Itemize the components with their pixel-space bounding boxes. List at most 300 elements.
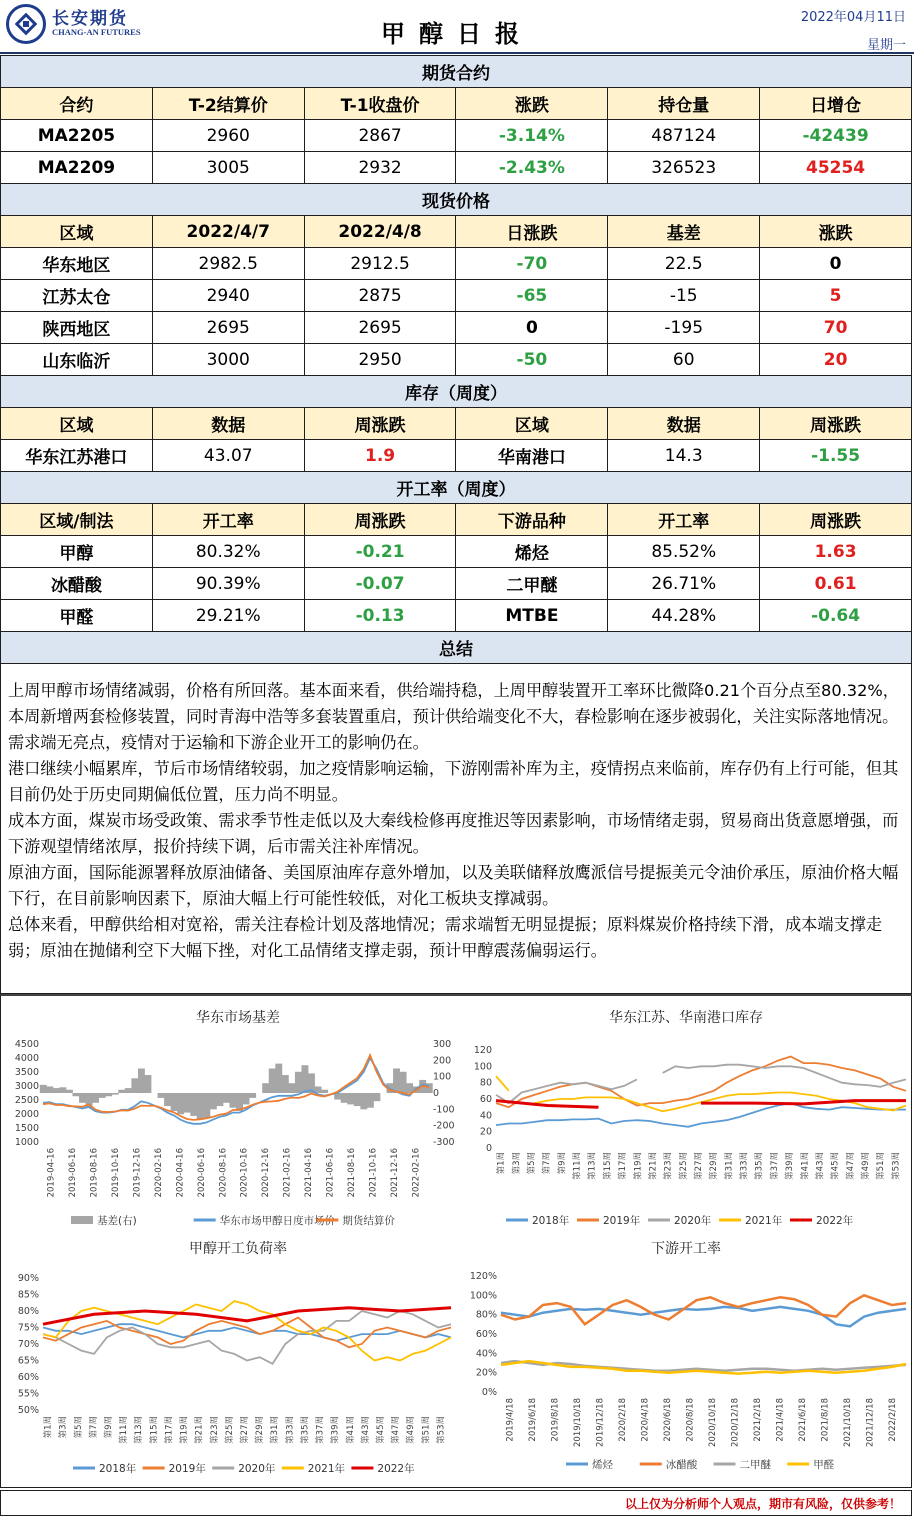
cell: 44.28% <box>608 600 760 632</box>
x-tick-label: 2020/4/18 <box>640 1398 651 1442</box>
y-right-tick-label: 0 <box>433 1088 440 1099</box>
legend-label: 基差(右) <box>97 1215 137 1227</box>
legend-label: 2020年 <box>674 1215 712 1227</box>
basis-bar <box>262 1083 269 1093</box>
col-header: 区域/制法 <box>1 504 153 536</box>
basis-bar <box>125 1088 132 1093</box>
cell: 2695 <box>304 312 456 344</box>
cell: 90.39% <box>152 568 304 600</box>
y-tick-label: 120 <box>473 1045 492 1056</box>
y-tick-label: 55% <box>17 1388 39 1400</box>
cell: 326523 <box>608 152 760 184</box>
basis-bar <box>249 1093 256 1098</box>
cell: 60 <box>608 344 760 376</box>
basis-bar <box>341 1093 348 1103</box>
x-tick-label: 第13周 <box>587 1152 598 1180</box>
basis-bar <box>373 1093 380 1101</box>
summary-paragraph: 总体来看，甲醇供给相对宽裕，需关注春检计划及落地情况；需求端暂无明显提振；原料煤炭价格持续下滑，成本端支撑走弱；原油在抛储利空下大幅下挫，对化工品情绪支撑走弱，预计甲醇震荡偏弱运行。 <box>8 915 883 960</box>
legend-label: 甲醛 <box>813 1459 835 1471</box>
y-right-tick-label: 300 <box>433 1039 452 1050</box>
x-tick-label: 第41周 <box>800 1152 811 1180</box>
x-tick-label: 第1周 <box>43 1416 54 1439</box>
basis-bar <box>92 1093 99 1103</box>
inventory-table <box>0 375 912 472</box>
y-tick-label: 3000 <box>14 1081 39 1092</box>
basis-bar <box>216 1093 223 1106</box>
report-date: 2022年04月11日 <box>800 10 906 25</box>
x-tick-label: 第17周 <box>618 1152 629 1180</box>
x-tick-label: 2021/6/18 <box>797 1398 808 1442</box>
x-tick-label: 2020-04-16 <box>175 1148 186 1198</box>
x-tick-label: 第1周 <box>496 1152 507 1175</box>
basis-bar <box>243 1093 250 1104</box>
y-tick-label: 100% <box>469 1290 497 1302</box>
x-tick-label: 2020-08-16 <box>218 1148 229 1198</box>
legend-label: 2018年 <box>99 1463 137 1475</box>
cell: -195 <box>608 312 760 344</box>
basis-bar <box>393 1069 400 1094</box>
disclaimer: 以上仅为分析师个人观点，期市有风险，仅供参考！ <box>0 1490 912 1516</box>
col-header: 开工率 <box>152 504 304 536</box>
change-cell: 1.9 <box>304 440 456 472</box>
x-tick-label: 第19周 <box>633 1152 644 1180</box>
change-cell: -50 <box>456 344 608 376</box>
x-tick-label: 2021-02-16 <box>282 1148 293 1198</box>
table-row <box>1 120 912 152</box>
col-header: 周涨跌 <box>304 504 456 536</box>
x-tick-label: 第27周 <box>694 1152 704 1180</box>
basis-bar <box>79 1093 86 1103</box>
col-header: 涨跌 <box>760 216 912 248</box>
change-cell: 70 <box>760 312 912 344</box>
contract-code: MA2209 <box>1 152 153 184</box>
cell: 43.07 <box>152 440 304 472</box>
x-tick-label: 第21周 <box>648 1152 659 1180</box>
y-tick-label: 60% <box>17 1372 39 1383</box>
col-header: 周涨跌 <box>760 504 912 536</box>
x-tick-label: 第15周 <box>602 1152 613 1180</box>
basis-bar <box>210 1093 217 1109</box>
table-row <box>1 248 912 280</box>
x-tick-label: 第15周 <box>149 1416 160 1444</box>
legend-label: 2019年 <box>168 1463 206 1475</box>
x-tick-label: 第47周 <box>845 1152 856 1180</box>
basis-bar <box>203 1093 210 1118</box>
basis-bar <box>46 1086 53 1093</box>
basis-bar <box>131 1078 138 1093</box>
y-tick-label: 80% <box>17 1306 39 1317</box>
change-cell: 5 <box>760 280 912 312</box>
change-cell: -1.55 <box>760 440 912 472</box>
x-tick-label: 第9周 <box>104 1416 114 1439</box>
y-tick-label: 2500 <box>14 1095 39 1106</box>
col-header: 下游品种 <box>456 504 608 536</box>
x-tick-label: 2020-06-16 <box>196 1148 207 1198</box>
legend-label: 2018年 <box>532 1215 570 1227</box>
x-tick-label: 2019/8/18 <box>550 1398 561 1442</box>
y-tick-label: 3500 <box>14 1067 39 1078</box>
x-tick-label: 第13周 <box>134 1416 145 1444</box>
col-header: 周涨跌 <box>304 408 456 440</box>
col-header: 开工率 <box>608 504 760 536</box>
x-tick-label: 2020/2/18 <box>617 1398 628 1442</box>
x-tick-label: 第5周 <box>526 1152 537 1175</box>
basis-bar <box>40 1085 47 1093</box>
basis-bar <box>99 1093 106 1098</box>
cell: 2695 <box>152 312 304 344</box>
basis-bar <box>138 1069 145 1094</box>
basis-bar <box>177 1093 184 1114</box>
basis-bar <box>360 1093 367 1109</box>
change-cell: -3.14% <box>456 120 608 152</box>
x-tick-label: 2020-02-16 <box>153 1148 164 1198</box>
y-right-tick-label: 100 <box>433 1071 452 1083</box>
table-row <box>1 344 912 376</box>
change-cell: -0.64 <box>760 600 912 632</box>
y-tick-label: 4500 <box>14 1039 39 1050</box>
x-tick-label: 2021-10-16 <box>368 1148 379 1198</box>
cell: 29.21% <box>152 600 304 632</box>
chart-title: 华东市场基差 <box>196 1010 280 1026</box>
col-header: 日涨跌 <box>456 216 608 248</box>
change-cell: -0.13 <box>304 600 456 632</box>
x-tick-label: 第21周 <box>194 1416 205 1444</box>
basis-bar <box>354 1093 361 1106</box>
cell: 487124 <box>608 120 760 152</box>
y-tick-label: 2000 <box>14 1109 39 1120</box>
product: MTBE <box>456 600 608 632</box>
cell: 3000 <box>152 344 304 376</box>
cell: 26.71% <box>608 568 760 600</box>
basis-bar <box>184 1093 191 1113</box>
x-tick-label: 2019/4/18 <box>505 1398 516 1442</box>
x-tick-label: 2020/10/18 <box>707 1398 718 1447</box>
legend-label: 2022年 <box>377 1463 415 1475</box>
basis-bar <box>118 1090 125 1093</box>
change-cell: 20 <box>760 344 912 376</box>
y-tick-label: 85% <box>17 1289 39 1301</box>
legend-label: 期货结算价 <box>342 1215 395 1227</box>
change-cell: -2.43% <box>456 152 608 184</box>
basis-bar <box>288 1083 295 1093</box>
summary-paragraph: 成本方面，煤炭市场受政策、需求季节性走低以及大秦线检修再度推迟等因素影响，市场情绪走弱，贸易商出货意愿增强，而下游观望情绪浓厚，报价持续下调，后市需关注补库情况。 <box>8 811 899 856</box>
chart-title: 华东江苏、华南港口库存 <box>609 1010 763 1026</box>
basis-bar <box>144 1075 151 1093</box>
x-tick-label: 第11周 <box>119 1416 130 1444</box>
y-tick-label: 65% <box>17 1355 39 1367</box>
charts-svg <box>1 996 913 1488</box>
x-tick-label: 2021/2/18 <box>752 1398 763 1442</box>
section-title: 期货合约 <box>1 56 912 88</box>
x-tick-label: 第47周 <box>391 1416 402 1444</box>
x-tick-label: 第49周 <box>406 1416 417 1444</box>
basis-bar <box>406 1083 413 1093</box>
x-tick-label: 第43周 <box>815 1152 826 1180</box>
legend-label: 二甲醚 <box>739 1459 771 1471</box>
x-tick-label: 第17周 <box>164 1416 175 1444</box>
y-right-tick-label: -200 <box>433 1120 455 1132</box>
x-tick-label: 第9周 <box>557 1152 568 1175</box>
basis-bar <box>158 1093 165 1098</box>
table-row <box>1 312 912 344</box>
x-tick-label: 第25周 <box>678 1152 689 1180</box>
x-tick-label: 第23周 <box>663 1152 674 1180</box>
report-title: 甲醇日报 <box>381 20 533 48</box>
series-line <box>501 1307 906 1326</box>
x-tick-label: 2019-06-16 <box>68 1148 79 1198</box>
table-row <box>1 600 912 632</box>
x-tick-label: 第39周 <box>330 1416 341 1444</box>
cell: 2982.5 <box>152 248 304 280</box>
x-tick-label: 2019/10/18 <box>572 1398 583 1447</box>
region: 甲醛 <box>1 600 153 632</box>
x-tick-label: 第35周 <box>754 1152 765 1180</box>
y-tick-label: 75% <box>17 1322 39 1334</box>
y-tick-label: 90% <box>17 1273 39 1284</box>
basis-bar <box>275 1064 282 1093</box>
y-tick-label: 20 <box>479 1126 492 1138</box>
y-tick-label: 80% <box>475 1309 497 1321</box>
col-header: T-1收盘价 <box>304 88 456 120</box>
x-tick-label: 第33周 <box>739 1152 750 1180</box>
x-tick-label: 第7周 <box>88 1416 99 1439</box>
section-title: 现货价格 <box>1 184 912 216</box>
x-tick-label: 第37周 <box>769 1152 780 1180</box>
change-cell: -0.07 <box>304 568 456 600</box>
basis-bar <box>171 1093 178 1111</box>
x-tick-label: 第45周 <box>376 1416 386 1444</box>
y-tick-label: 70% <box>17 1339 39 1350</box>
y-tick-label: 4000 <box>14 1053 39 1064</box>
x-tick-label: 2021-04-16 <box>304 1148 315 1198</box>
change-cell: 0 <box>760 248 912 280</box>
product: 二甲醚 <box>456 568 608 600</box>
brand-name-en: CHANG-AN FUTURES <box>52 27 141 37</box>
cell: -15 <box>608 280 760 312</box>
col-header: 区域 <box>1 408 153 440</box>
series-line <box>496 1065 906 1103</box>
x-tick-label: 2021/10/18 <box>842 1398 853 1447</box>
region: 冰醋酸 <box>1 568 153 600</box>
cell: 2912.5 <box>304 248 456 280</box>
x-tick-label: 第51周 <box>421 1416 432 1444</box>
operating-rate-table <box>0 471 912 632</box>
legend-swatch <box>71 1216 93 1224</box>
x-tick-label: 第5周 <box>73 1416 84 1439</box>
col-header: 周涨跌 <box>760 408 912 440</box>
basis-bar <box>282 1075 289 1093</box>
basis-bar <box>400 1072 407 1093</box>
legend-label: 冰醋酸 <box>665 1459 698 1471</box>
region: 山东临沂 <box>1 344 153 376</box>
col-header: 区域 <box>1 216 153 248</box>
region: 华东地区 <box>1 248 153 280</box>
cell: 2932 <box>304 152 456 184</box>
col-header: 合约 <box>1 88 153 120</box>
basis-bar <box>72 1093 79 1096</box>
basis-bar <box>269 1069 276 1094</box>
section-title: 开工率（周度） <box>1 472 912 504</box>
product: 烯烃 <box>456 536 608 568</box>
spot-table <box>0 183 912 376</box>
section-title: 库存（周度） <box>1 376 912 408</box>
y-tick-label: 100 <box>473 1061 492 1073</box>
summary-paragraph: 上周甲醇市场情绪减弱，价格有所回落。基本面来看，供给端持稳，上周甲醇装置开工率环比微降0.21个百分点至80.32%，本周新增两套检修装置，同时青海中浩等多套装置重启，预计供给端变化不大，春检影响在逐步被弱化，关注实际落地情况。需求端无亮点，疫情对于运输和下游企业开工的影响仍在。 <box>8 681 899 752</box>
x-tick-label: 第53周 <box>436 1416 447 1444</box>
basis-bar <box>223 1093 230 1103</box>
chart-2 <box>474 1009 906 1227</box>
y-tick-label: 120% <box>469 1271 497 1282</box>
y-tick-label: 40 <box>479 1110 492 1122</box>
col-header: 持仓量 <box>608 88 760 120</box>
basis-bar <box>59 1087 66 1093</box>
x-tick-label: 第11周 <box>572 1152 583 1180</box>
cell: 80.32% <box>152 536 304 568</box>
x-tick-label: 2019/6/18 <box>527 1398 538 1442</box>
x-tick-label: 2021/4/18 <box>775 1398 786 1442</box>
summary-text <box>0 664 912 994</box>
basis-bar <box>66 1090 73 1093</box>
change-cell: -70 <box>456 248 608 280</box>
legend-label: 2021年 <box>745 1215 783 1227</box>
x-tick-label: 2019-08-16 <box>89 1148 100 1198</box>
basis-bar <box>105 1093 112 1096</box>
x-tick-label: 第43周 <box>360 1416 371 1444</box>
col-header: 数据 <box>608 408 760 440</box>
basis-bar <box>347 1093 354 1104</box>
charts-area <box>0 994 912 1488</box>
x-tick-label: 第7周 <box>542 1152 553 1175</box>
col-header: 数据 <box>152 408 304 440</box>
x-tick-label: 第19周 <box>179 1416 190 1444</box>
x-tick-label: 第49周 <box>861 1152 872 1180</box>
x-tick-label: 第3周 <box>58 1416 69 1439</box>
change-cell: 1.63 <box>760 536 912 568</box>
x-tick-label: 第29周 <box>255 1416 266 1444</box>
col-header: 2022/4/7 <box>152 216 304 248</box>
cell: 22.5 <box>608 248 760 280</box>
x-tick-label: 2020/6/18 <box>662 1398 673 1442</box>
col-header: 2022/4/8 <box>304 216 456 248</box>
basis-bar <box>53 1088 60 1093</box>
x-tick-label: 第41周 <box>345 1416 356 1444</box>
x-tick-label: 2021/8/18 <box>820 1398 831 1442</box>
legend-label: 烯烃 <box>592 1459 613 1471</box>
cell: 3005 <box>152 152 304 184</box>
legend-label: 2021年 <box>307 1463 346 1475</box>
legend-label: 2022年 <box>816 1215 854 1227</box>
change-cell: -65 <box>456 280 608 312</box>
x-tick-label: 2020/12/18 <box>730 1398 741 1447</box>
legend-label: 2019年 <box>603 1215 641 1227</box>
table-row <box>1 536 912 568</box>
cell: 2950 <box>304 344 456 376</box>
cell: 2875 <box>304 280 456 312</box>
x-tick-label: 2021-08-16 <box>346 1148 357 1198</box>
x-tick-label: 2019-12-16 <box>132 1148 143 1198</box>
x-tick-label: 第3周 <box>511 1152 522 1175</box>
col-header: 基差 <box>608 216 760 248</box>
x-tick-label: 2020-12-16 <box>261 1148 272 1198</box>
series-line <box>43 1311 451 1364</box>
chart-title: 甲醇开工负荷率 <box>189 1241 287 1257</box>
x-tick-label: 2019/12/18 <box>595 1398 606 1447</box>
x-tick-label: 2021-06-16 <box>325 1148 336 1198</box>
basis-bar <box>301 1065 308 1093</box>
col-header: 日增仓 <box>760 88 912 120</box>
x-tick-label: 第29周 <box>709 1152 720 1180</box>
basis-bar <box>230 1093 237 1108</box>
basis-bar <box>197 1093 204 1119</box>
x-tick-label: 第37周 <box>315 1416 326 1444</box>
x-tick-label: 第31周 <box>270 1416 281 1444</box>
y-tick-label: 1000 <box>14 1137 39 1148</box>
basis-bar <box>367 1093 374 1108</box>
region: 甲醇 <box>1 536 153 568</box>
change-cell: 0.61 <box>760 568 912 600</box>
basis-bar <box>295 1072 302 1093</box>
summary-header <box>0 631 912 664</box>
report-header <box>0 0 914 54</box>
table-row <box>1 440 912 472</box>
legend-label: 华东市场甲醇日度市场价 <box>219 1215 336 1227</box>
x-tick-label: 第25周 <box>224 1416 235 1444</box>
change-cell: 0 <box>456 312 608 344</box>
y-tick-label: 60% <box>475 1329 497 1340</box>
y-tick-label: 80 <box>479 1077 492 1089</box>
x-tick-label: 第51周 <box>876 1152 887 1180</box>
y-tick-label: 1500 <box>14 1123 39 1134</box>
y-right-tick-label: -100 <box>433 1104 455 1116</box>
report-weekday: 星期一 <box>866 38 906 53</box>
change-cell: -42439 <box>760 120 912 152</box>
cell: 2867 <box>304 120 456 152</box>
x-tick-label: 第45周 <box>830 1152 841 1180</box>
table-row <box>1 280 912 312</box>
region: 华东江苏港口 <box>1 440 153 472</box>
x-tick-label: 2020/8/18 <box>685 1398 696 1442</box>
x-tick-label: 第35周 <box>300 1416 311 1444</box>
y-tick-label: 50% <box>17 1405 39 1416</box>
x-tick-label: 2021-12-16 <box>389 1148 400 1198</box>
y-tick-label: 60 <box>479 1094 492 1105</box>
region: 华南港口 <box>456 440 608 472</box>
x-tick-label: 2022-02-16 <box>411 1148 422 1198</box>
change-cell: 45254 <box>760 152 912 184</box>
col-header: T-2结算价 <box>152 88 304 120</box>
contract-code: MA2205 <box>1 120 153 152</box>
x-tick-label: 2019-10-16 <box>111 1148 122 1198</box>
basis-bar <box>190 1093 197 1116</box>
y-tick-label: 40% <box>475 1348 497 1360</box>
chart-title: 下游开工率 <box>651 1241 721 1257</box>
x-tick-label: 2019-04-16 <box>46 1148 57 1198</box>
futures-table <box>0 55 912 184</box>
basis-bar <box>321 1090 328 1093</box>
x-tick-label: 2021/12/18 <box>865 1398 876 1447</box>
basis-bar <box>164 1093 171 1106</box>
cell: 2940 <box>152 280 304 312</box>
cell: 14.3 <box>608 440 760 472</box>
summary-paragraph: 港口继续小幅累库，节后市场情绪较弱，加之疫情影响运输，下游刚需补库为主，疫情拐点来临前，库存仍有上行可能，但其目前仍处于历史同期偏低位置，压力尚不明显。 <box>8 759 899 804</box>
x-tick-label: 第31周 <box>724 1152 735 1180</box>
change-cell: -0.21 <box>304 536 456 568</box>
basis-bar <box>112 1093 119 1095</box>
x-tick-label: 第27周 <box>240 1416 250 1444</box>
region: 江苏太仓 <box>1 280 153 312</box>
x-tick-label: 第23周 <box>209 1416 220 1444</box>
chart-4 <box>470 1241 906 1471</box>
